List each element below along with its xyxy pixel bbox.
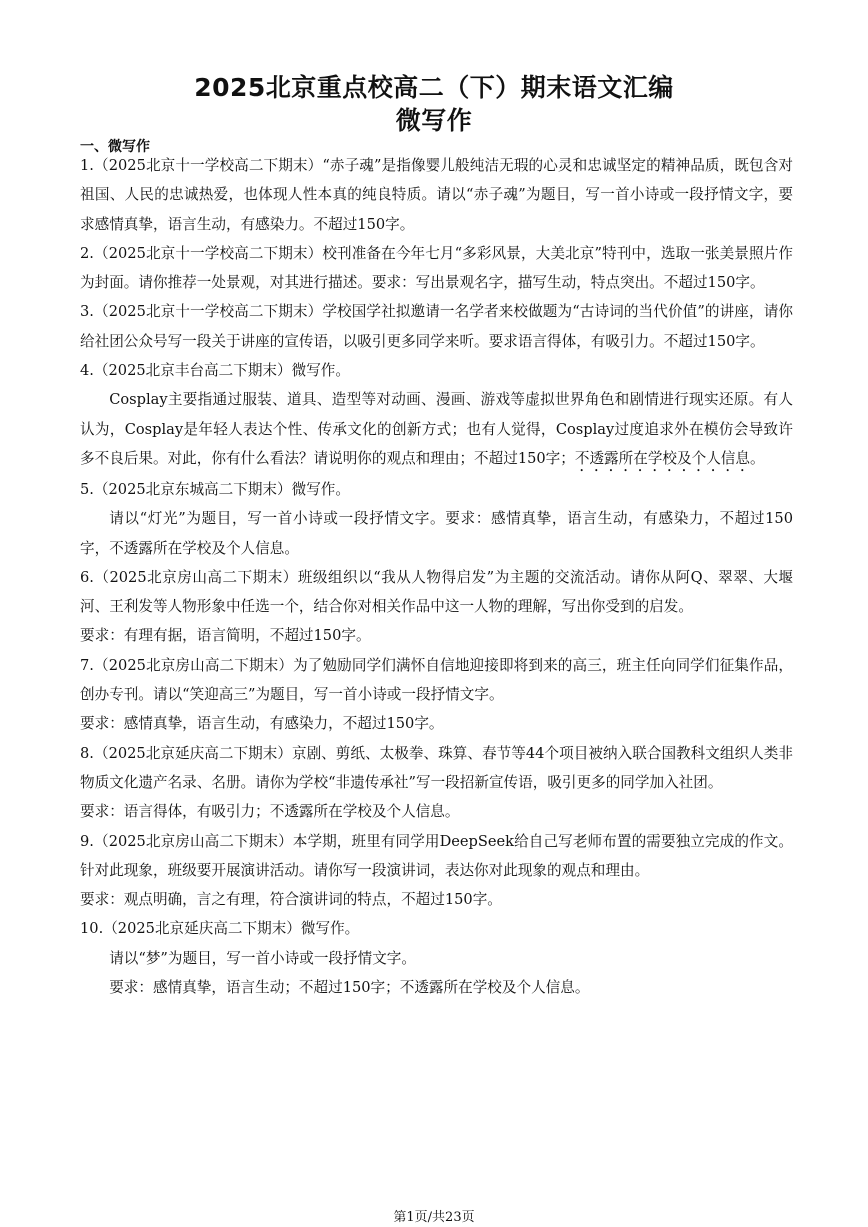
document-subtitle: 微写作 [395, 106, 473, 135]
question-10-body: 请以“梦”为题目，写一首小诗或一段抒情文字。 [109, 949, 416, 967]
question-10-requirement: 要求：感情真挚，语言生动；不超过150字；不透露所在学校及个人信息。 [109, 979, 590, 997]
question-list [80, 151, 793, 1002]
question-2: 2.（2025北京十一学校高二下期末）校刊准备在今年七月“多彩风景，大美北京”特刊中，选取一张美景照片作为封面。请你推荐一处景观，对其进行描述。要求：写出景观名字，描写生动，特点突出。不超过150字。 [80, 244, 793, 292]
question-7: 7.（2025北京房山高二下期末）为了勉励同学们满怀自信地迎接即将到来的高三，班主任向同学们征集作品，创办专刊。请以“笑迎高三”为题目，写一首小诗或一段抒情文字。 [80, 656, 793, 704]
question-4-body [80, 385, 793, 475]
question-3: 3.（2025北京十一学校高二下期末）学校国学社拟邀请一名学者来校做题为“古诗词的当代价值”的讲座，请你给社团公众号写一段关于讲座的宣传语，以吸引更多同学来听。要求语言得体，有吸引力。不超过150字。 [80, 303, 793, 350]
question-4-emphasis: 不透露所在学校及个人信息 [574, 449, 750, 467]
question-10-heading: 10.（2025北京延庆高二下期末）微写作。 [80, 920, 360, 938]
page-footer: 第1页/共23页 [393, 1210, 475, 1225]
question-1: 1.（2025北京十一学校高二下期末）“赤子魂”是指像婴儿般纯洁无瑕的心灵和忠诚坚定的精神品质，既包含对祖国、人民的忠诚热爱，也体现人性本真的纯良特质。请以“赤子魂”为题目，写一首小诗或一段抒情文字，要求感情真挚，语言生动，有感染力。不超过150字。 [80, 157, 793, 233]
question-6: 6.（2025北京房山高二下期末）班级组织以“我从人物得启发”为主题的交流活动。请你从阿Q、翠翠、大堰河、王利发等人物形象中任选一个，结合你对相关作品中这一人物的理解，写出你受到的启发。 [80, 568, 793, 616]
question-7-requirement: 要求：感情真挚，语言生动，有感染力，不超过150字。 [80, 715, 444, 733]
question-5-heading: 5.（2025北京东城高二下期末）微写作。 [80, 480, 350, 498]
question-4-text: Cosplay主要指通过服装、道具、造型等对动画、漫画、游戏等虚拟世界角色和剧情进行现实还原。有人认为，Cosplay是年轻人表达个性、传承文化的创新方式；也有人觉得，Cosplay过度追求外在模仿会导致许多不良后果。对此，你有什么看法？请说明你的观点和理由；不超过150字； [80, 391, 793, 467]
document-title: 2025北京重点校高二（下）期末语文汇编 [194, 73, 674, 102]
question-4-heading: 4.（2025北京丰台高二下期末）微写作。 [80, 362, 350, 380]
question-8-requirement: 要求：语言得体，有吸引力；不透露所在学校及个人信息。 [80, 803, 460, 821]
question-5-body: 请以“灯光”为题目，写一首小诗或一段抒情文字。要求：感情真挚，语言生动，有感染力，不超过150字，不透露所在学校及个人信息。 [80, 510, 793, 557]
question-6-requirement: 要求：有理有据，语言简明，不超过150字。 [80, 627, 371, 645]
section-heading: 一、微写作 [80, 139, 150, 155]
question-9-requirement: 要求：观点明确，言之有理，符合演讲词的特点，不超过150字。 [80, 891, 502, 909]
question-8: 8.（2025北京延庆高二下期末）京剧、剪纸、太极拳、珠算、春节等44个项目被纳入联合国教科文组织人类非物质文化遗产名录、名册。请你为学校“非遗传承社”写一段招新宣传语，吸引更多的同学加入社团。 [80, 744, 793, 791]
question-4-end: 。 [750, 449, 765, 467]
question-9: 9.（2025北京房山高二下期末）本学期，班里有同学用DeepSeek给自己写老师布置的需要独立完成的作文。针对此现象，班级要开展演讲活动。请你写一段演讲词，表达你对此现象的观点和理由。 [80, 832, 793, 879]
